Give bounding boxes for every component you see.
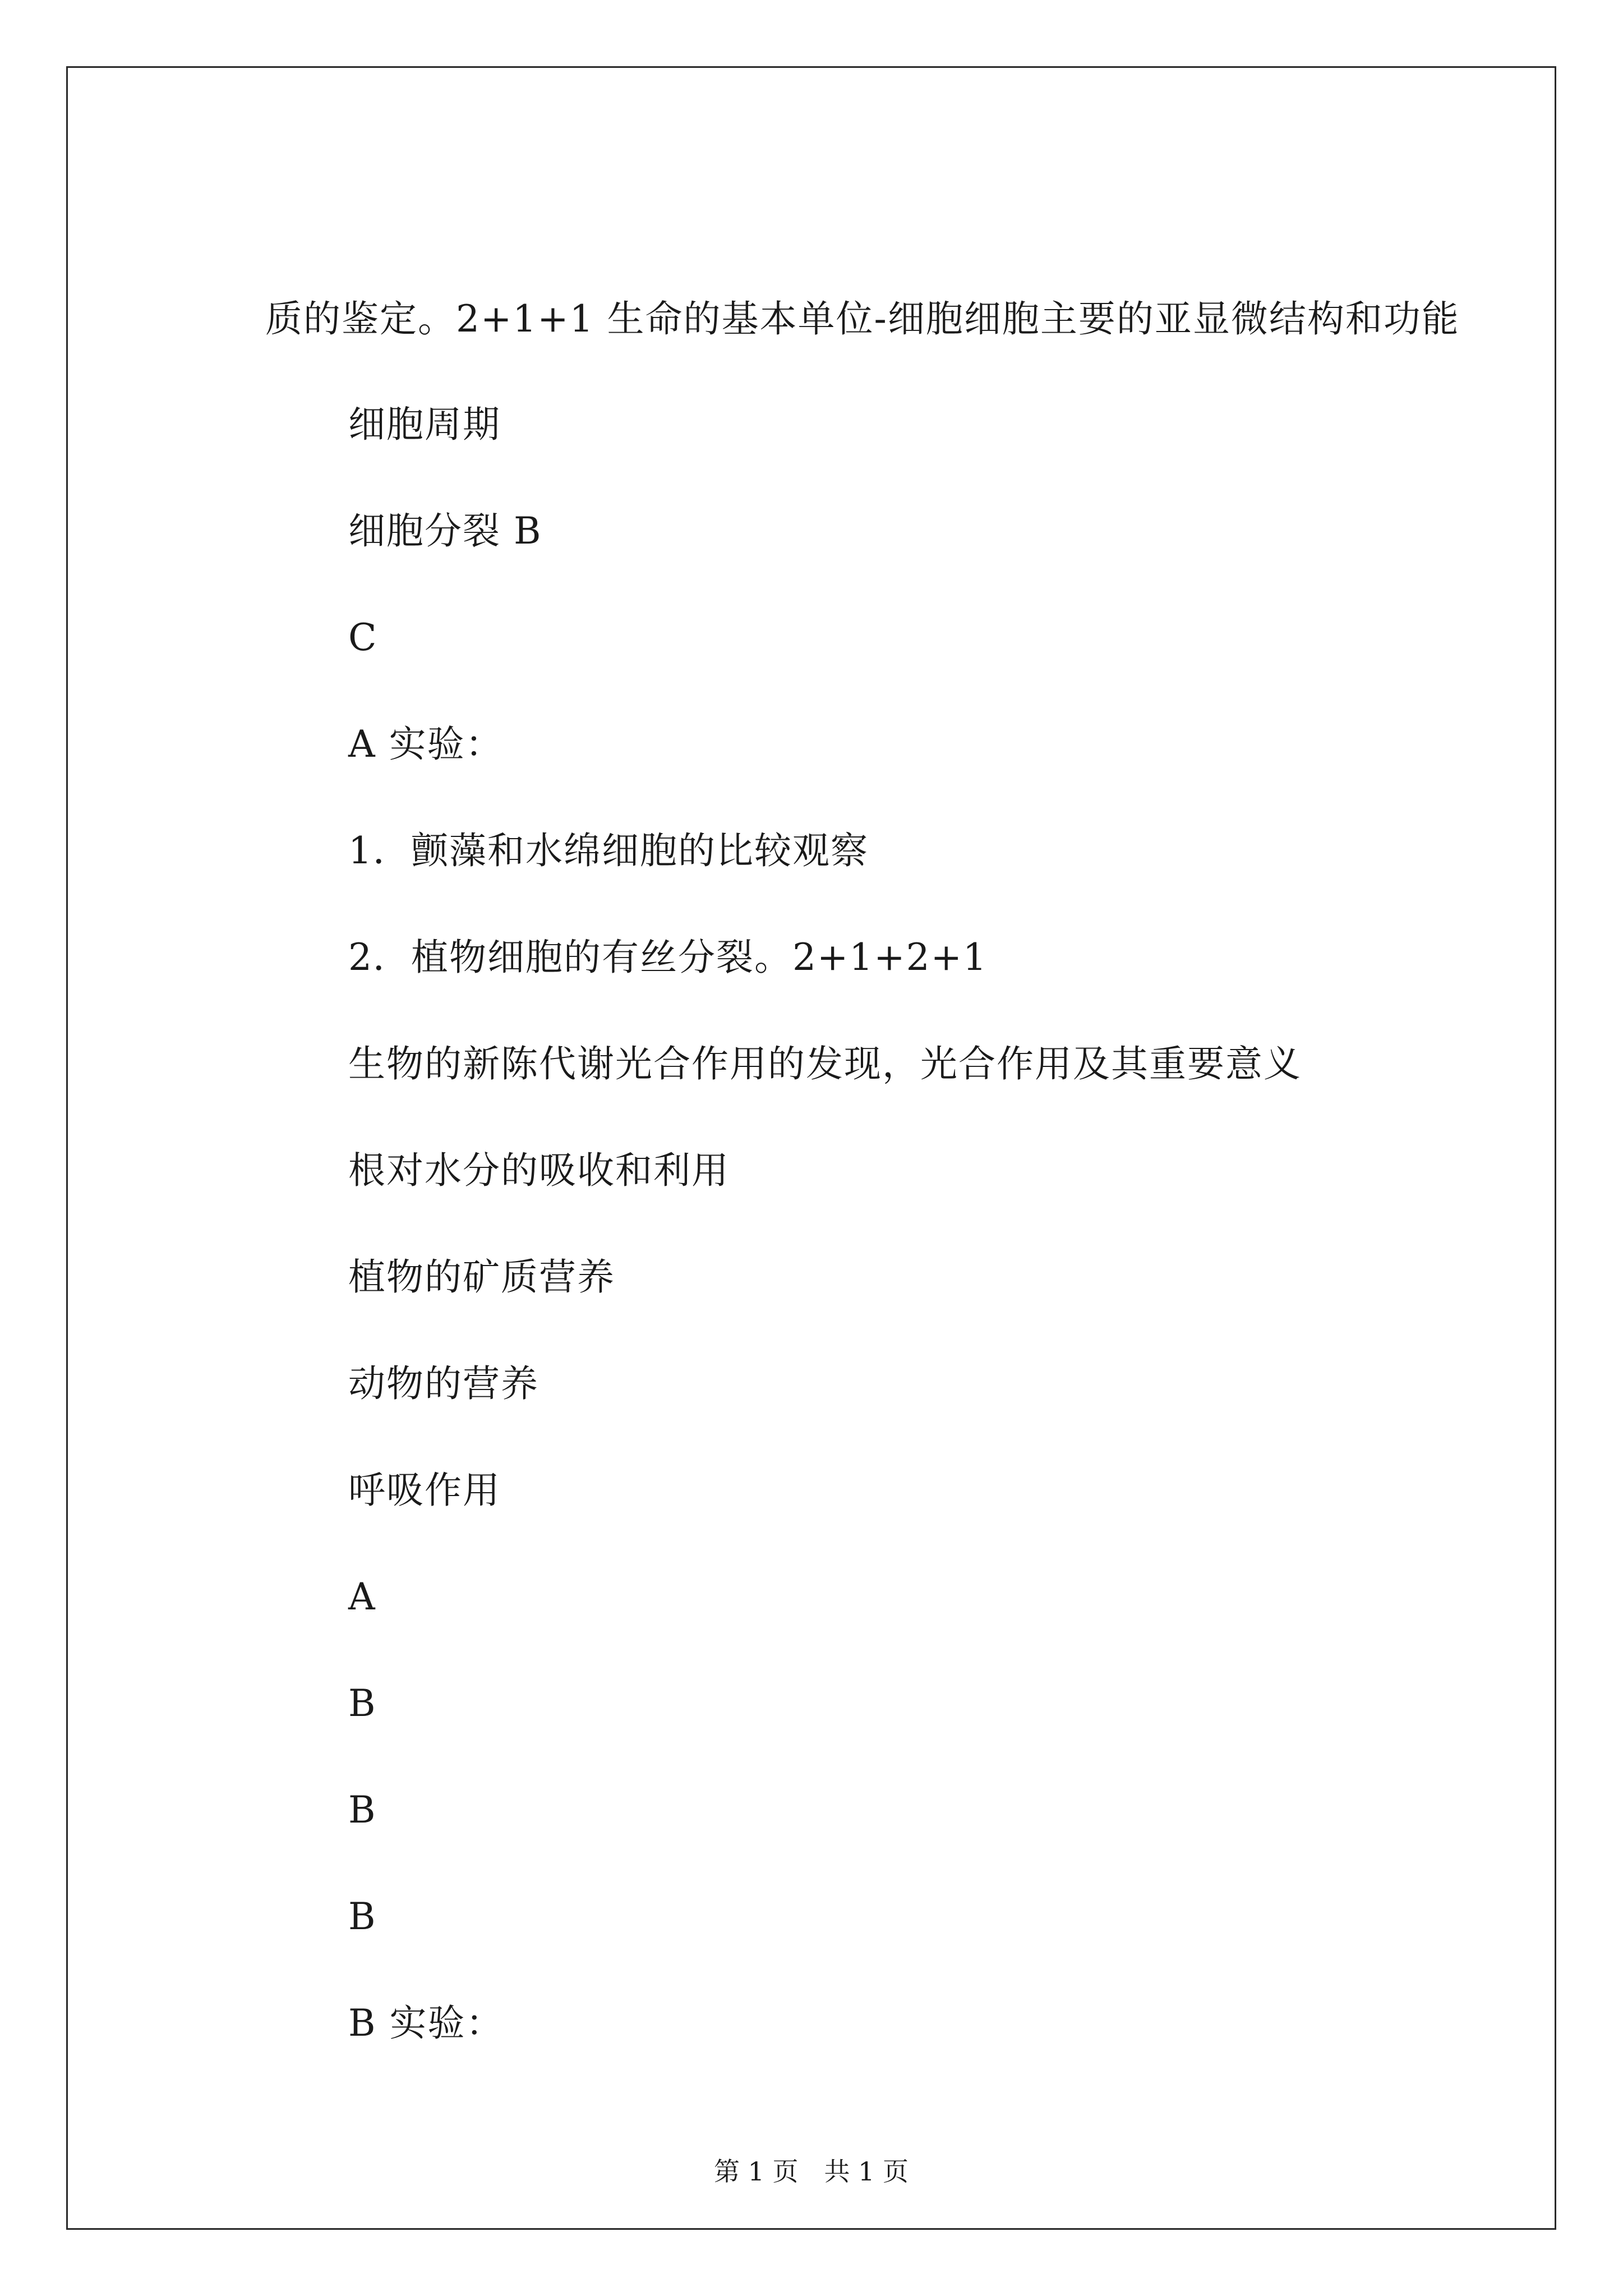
paragraph-line: 动物的营养 bbox=[348, 1362, 539, 1405]
paragraph-line: A bbox=[348, 1575, 376, 1618]
paragraph-line: 2．植物细胞的有丝分裂。2+1+2+1 bbox=[348, 936, 988, 979]
page-border bbox=[66, 66, 1556, 2230]
paragraph-line: 生物的新陈代谢光合作用的发现，光合作用及其重要意义 bbox=[348, 1042, 1302, 1085]
paragraph-line: B bbox=[348, 1682, 377, 1725]
document-body bbox=[68, 68, 1555, 2228]
paragraph-line-intro: 质的鉴定。2+1+1 生命的基本单位-细胞细胞主要的亚显微结构和功能 bbox=[265, 297, 1460, 341]
paragraph-line: 1．颤藻和水绵细胞的比较观察 bbox=[348, 829, 869, 872]
paragraph-line: B bbox=[348, 1788, 377, 1832]
paragraph-line: C bbox=[348, 616, 378, 659]
paragraph-line: 细胞分裂 B bbox=[348, 509, 542, 553]
paragraph-line: 细胞周期 bbox=[348, 403, 501, 446]
paragraph-line: 呼吸作用 bbox=[348, 1469, 501, 1512]
paragraph-line: B bbox=[348, 1895, 377, 1938]
page-number-footer: 第 1 页 共 1 页 bbox=[713, 2156, 909, 2187]
paragraph-line: 植物的矿质营养 bbox=[348, 1255, 615, 1299]
paragraph-line: B 实验： bbox=[348, 2001, 504, 2045]
paragraph-line: 根对水分的吸收和利用 bbox=[348, 1149, 730, 1192]
paragraph-line: A 实验： bbox=[348, 723, 504, 766]
